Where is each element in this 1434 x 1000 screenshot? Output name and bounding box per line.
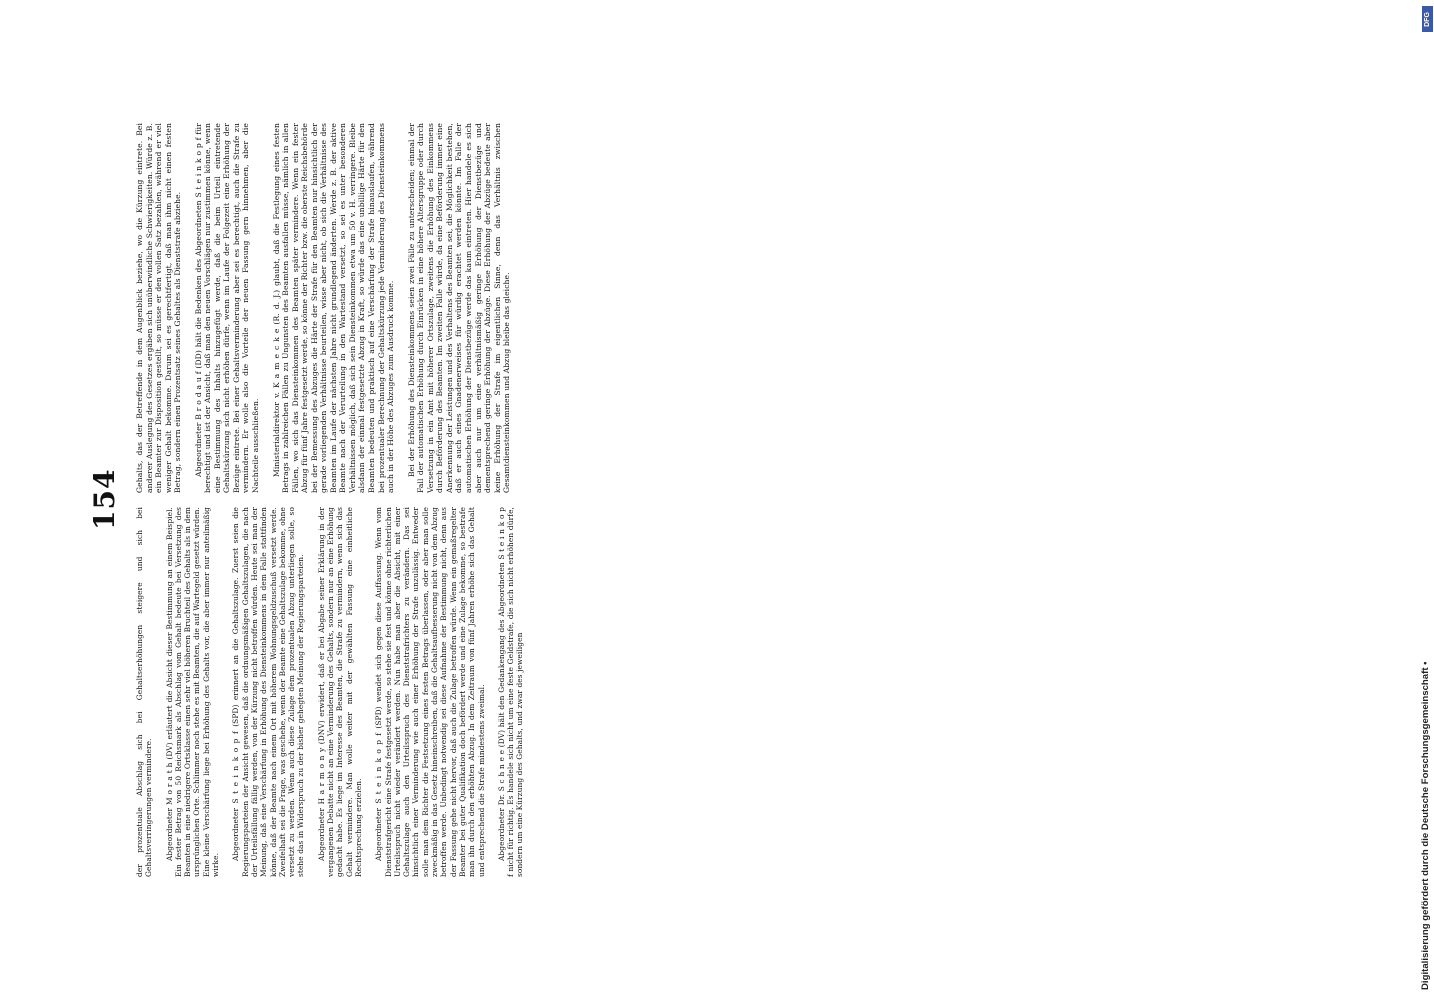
- speaker-name: Abgeordneter S t e i n k o p f (SPD): [231, 704, 241, 861]
- paragraph: [497, 507, 525, 877]
- paragraph-text: erläutert die Absicht dieser Bestimmung an einem Beispiel. Ein fester Betrag von 50 Reichsmark als Abschlag vom Gehalt bedeute bei Versetzung des Beamten in eine niedrigere Ortsklasse einen sehr viel höheren Bruchteil des Gehalts als in dem ursprünglichen Orte. Schlimmer noch stehe es mit Beamten, die auf Wartegeld gesetzt würden. Eine kleine Verschärfung liege bei Erhöhung des Gehalts vor, die aber immer nur anteilmäßig wirke.: [164, 506, 221, 877]
- speaker-name: Abgeordneter M o r a t h (DV): [164, 742, 174, 861]
- paragraph: [231, 507, 305, 877]
- dfg-logo-text: DFG: [1424, 11, 1431, 27]
- paragraph-text: Gehalts, das der Betreffende in dem Augenblick beziehe, wo die Kürzung eintrete. Bei anderer Auslegung des Gesetzes ergäben sich unüberwindliche Schwierigkeiten. Würde z. B. ein Beamter zur Disposition gestellt, so müsse er den vollen Satz bezahlen, während er viel weniger Gehalt bekomme. Darum sei es gerechtfertigt, daß man ihm nicht einen festen Betrag, sondern einen Prozentsatz seines Gehaltes als Dienststrafe abziehe.: [135, 123, 183, 493]
- paragraph: [194, 123, 261, 493]
- speaker-name: Abgeordneter B r o d a u f (DD): [193, 350, 203, 477]
- paragraph: [135, 507, 154, 877]
- dfg-funding-text: Digitalisierung gefördert durch die Deutsche Forschungsgemeinschaft •: [1420, 661, 1431, 990]
- speaker-name: Abgeordneter H a r m o n y (DNV): [316, 720, 326, 861]
- paragraph-text: wendet sich gegen diese Auffassung. Wenn vom Dienststrafgericht eine Strafe festgesetzt werde, so stehe sie fest und könne ohne richterlichen Urteilsspruch nicht wieder verändert werden. Nun habe man aber die Absicht, mit einer Gehaltszulage auch den Urteilsspruch des Dienststrafrichters zu verändern. Das sei hinsichtlich einer Verminderung wie auch einer Erhöhung der Strafe unzulässig. Entweder solle man dem Richter die Festsetzung eines festen Betrags überlassen, oder aber man solle zweckmäßig in das Gesetz hineinschreiben, daß die Gehaltsaufbesserung nicht von dem Abzug betroffen werde. Unbedingt notwendig sei diese Aufnahme der Bestimmung nicht, denn aus der Fassung gehe nicht hervor, daß auch die Zulage betroffen würde. Wenn ein gemaßregelter Beamter bei guter Qualifikation doch befördert werde und eine Zulage bekomme, so bestrafe man ihn durch den erhöhten Abzug. In dem Zeitraum von fünf Jahren erhöhe sich das Gehalt und entsprechend die Strafe mindestens zweimal.: [374, 507, 486, 877]
- paragraph-text: hält den Gedankengang des Abgeordneten S t e i n k o p f nicht für richtig. Es handele sich nicht um eine feste Geldstrafe, die sich nicht erhöhen dürfe, sondern um eine Kürzung des Gehalts, und zwar des jeweiligen: [496, 506, 525, 877]
- paragraph-text: erinnert an die Gehaltszulage. Zuerst seien die Regierungsparteien der Ansicht gewesen, daß die ordnungsmäßigen Gehaltszulagen, die nach der Urteilsfällung fällig werden, von der Kürzung nicht betroffen würden. Heute sei man der Meinung, daß eine Verschärfung in Erhöhung des Diensteinkommens in dem Falle stattfinden könne, daß der Beamte nach einem Ort mit höherem Wohnungsgeldzuschuß versetzt werde. Zweifelhaft sei die Frage, was geschehe, wenn der Beamte eine Gehaltszulage bekomme, ohne versetzt zu werden. Wenn auch diese Zulage dem prozentualen Abzug unterliegen solle, so stehe das in Widerspruch zu der bisher gehegten Meinung der Regierungsparteien.: [231, 507, 306, 877]
- paragraph: [165, 507, 221, 877]
- paragraph: [407, 123, 512, 493]
- paragraph: [272, 123, 396, 493]
- paragraph: [374, 507, 486, 877]
- paragraph-text: erwidert, daß er bei Abgabe seiner Erklärung in der vergangenen Debatte nicht an eine Verminderung des Gehalts, sondern nur an eine Erhöhung gedacht habe. Es liege im Interesse des Beamten, die Strafe zu vermindern, wenn sich das Gehalt vermindere. Man wolle weiter mit der gewählten Fassung eine einheitliche Rechtsprechung erzielen.: [316, 506, 363, 877]
- right-text-column: [135, 123, 520, 493]
- left-text-column: [135, 507, 530, 877]
- paragraph-text: hält die Bedenken des Abgeordneten S t e i n k o p f für berechtigt und ist der Ansicht, daß man den neuen Vorschlägen nur zustimmen könne, wenn eine Bestimmung des Inhalts hinzugefügt werde, daß die beim Urteil eintretende Gehaltskürzung sich nicht erhöhen dürfe, wenn im Laufe der Folgezeit eine Erhöhung der Bezüge eintrete. Bei einer Gehaltsverminderung aber sei es berechtigt, auch die Strafe zu vermindern. Er wolle also die Vorteile der neuen Fassung gern hinnehmen, aber die Nachteile ausschließen.: [193, 123, 261, 493]
- paragraph: [135, 123, 183, 493]
- speaker-name: Ministerialdirektor v. K a m e c k e: [271, 328, 281, 477]
- paragraph-text: Bei der Erhöhung des Diensteinkommens seien zwei Fälle zu unterscheiden; einmal der Fall der automatischen Erhöhung durch Einrücken in eine höhere Altersgruppe oder durch Versetzung in ein Amt mit höherer Ortszulage, zweitens die Erhöhung des Einkommens durch Beförderung des Beamten. Im zweiten Falle würde, da eine Beförderung immer eine Anerkennung der Leistungen und des Verhaltens des Beamten sei, die Möglichkeit bestehen, daß er auch eines Gnadenerweises für würdig erachtet werden könnte. Im Falle der automatischen Erhöhung der Dienstbezüge werde das kaum eintreten. Hier handele es sich aber auch nur um eine verhältnismäßig geringe Erhöhung der Dienstbezüge und dementsprechend geringe Erhöhung der Abzüge. Diese Erhöhung der Abzüge bedeute aber keine Erhöhung der Strafe im eigentlichen Sinne, denn das Verhältnis zwischen Gesamtdiensteinkommen und Abzug bleibe das gleiche.: [406, 123, 512, 493]
- paragraph-text: (R. d. J.) glaubt, daß die Festlegung eines festen Betrags in zahlreichen Fällen zu Ungunsten des Beamten ausfallen müsse, nämlich in allen Fällen, wo sich das Diensteinkommen des Beamten später vermindere. Wenn ein fester Abzug für fünf Jahre festgesetzt werde, so könne der Richter bzw. die oberste Reichsbehörde bei der Bemessung des Abzuges die Härte der Strafe für den Beamten nur hinsichtlich der gerade vorliegenden Verhältnisse beurteilen, wisse aber nicht, ob sich die Verhältnisse des Beamten im Laufe der nächsten Jahre nicht grundlegend änderten. Werde z. B. der aktive Beamte nach der Verurteilung in den Wartestand versetzt, so sei es unter besonderen Verhältnissen möglich, daß sich sein Diensteinkommen etwa um 50 v. H. verringere. Bleibe alsdann der einmal festgesetzte Abzug in Kraft, so würde das eine unbillige Härte für den Beamten bedeuten und praktisch auf eine Verschärfung der Strafe hinauslaufen, während bei prozentualer Berechnung der Gehaltskürzung jede Verminderung des Diensteinkommens auch in der Höhe des Abzuges zum Ausdruck komme.: [271, 123, 396, 493]
- dfg-funding-note: [1420, 0, 1434, 1000]
- paragraph: [317, 507, 363, 877]
- speaker-name: Abgeordneter S t e i n k o p f (SPD): [374, 706, 384, 861]
- paragraph-text: der prozentuale Abschlag sich bei Gehaltserhöhungen steigere und sich bei Gehaltsverringerungen vermindere.: [135, 507, 154, 877]
- page-number: 154: [88, 468, 121, 530]
- speaker-name: Abgeordneter Dr. S c h n e e (DV): [496, 729, 506, 861]
- dfg-logo: [1422, 6, 1433, 32]
